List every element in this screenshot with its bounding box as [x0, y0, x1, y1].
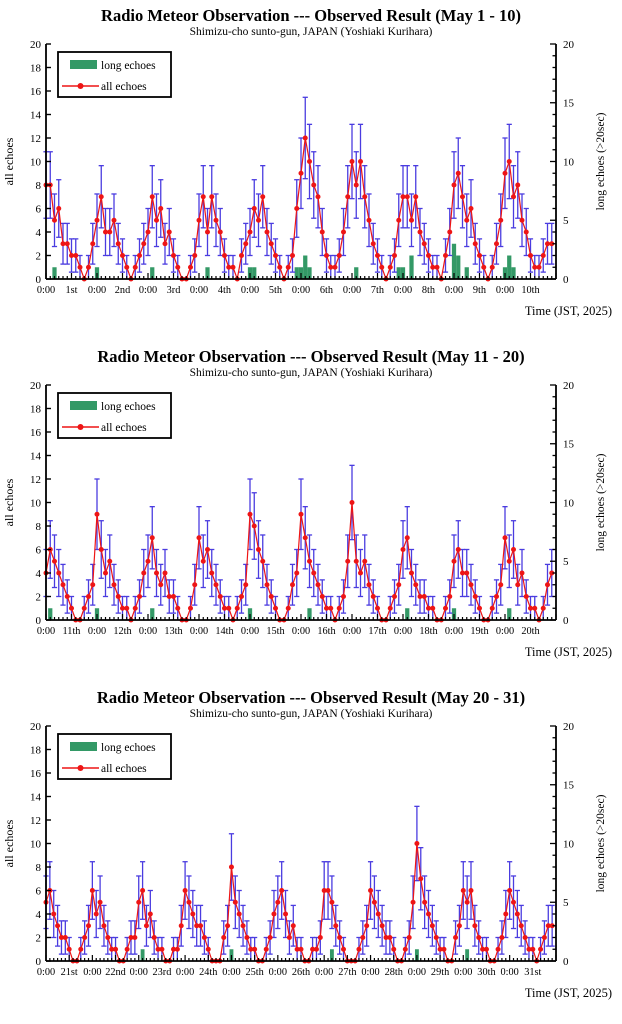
svg-text:2: 2 [35, 591, 41, 604]
legend-label-all-echoes: all echoes [101, 763, 147, 775]
svg-text:14: 14 [30, 791, 41, 804]
chart-canvas-may-11-20 [0, 381, 622, 645]
legend-marker-all-echoes [78, 83, 84, 89]
svg-text:28th: 28th [384, 967, 403, 978]
svg-text:0:00: 0:00 [393, 285, 413, 296]
svg-text:4: 4 [35, 226, 41, 239]
svg-text:0:00: 0:00 [342, 626, 362, 637]
svg-text:0:00: 0:00 [36, 967, 56, 978]
all-echoes-markers [44, 136, 555, 282]
x-tick-labels [37, 967, 542, 978]
svg-text:0: 0 [563, 273, 569, 286]
svg-text:0:00: 0:00 [495, 285, 515, 296]
svg-text:31st: 31st [524, 967, 542, 978]
svg-text:14: 14 [30, 109, 41, 122]
svg-text:11th: 11th [62, 626, 81, 637]
svg-text:0:00: 0:00 [175, 967, 195, 978]
svg-text:18: 18 [30, 62, 41, 75]
svg-text:4: 4 [35, 908, 41, 921]
svg-text:0: 0 [35, 273, 41, 286]
legend-label-long-echoes: long echoes [101, 401, 156, 413]
svg-text:0:00: 0:00 [454, 967, 473, 978]
svg-text:0:00: 0:00 [240, 285, 260, 296]
svg-text:29th: 29th [430, 967, 450, 978]
y-axis-left-ticks [30, 381, 51, 627]
svg-text:0: 0 [563, 614, 569, 627]
y-axis-left-title: all echoes [2, 137, 16, 186]
svg-text:2: 2 [35, 250, 41, 263]
all-echoes-markers [44, 841, 555, 964]
svg-text:18: 18 [30, 744, 41, 757]
legend-marker-all-echoes [78, 424, 84, 430]
svg-text:0:00: 0:00 [444, 285, 464, 296]
svg-text:0: 0 [35, 955, 41, 968]
y-axis-right-ticks [550, 40, 575, 286]
legend [58, 734, 171, 779]
x-tick-labels [37, 626, 541, 637]
svg-text:0:00: 0:00 [268, 967, 287, 978]
chart-section-may-1-10 [0, 0, 622, 341]
svg-text:12th: 12th [113, 626, 132, 637]
y-axis-left-title: all echoes [2, 478, 16, 527]
svg-text:16: 16 [30, 85, 41, 98]
svg-text:10: 10 [563, 497, 574, 510]
x-axis-title: Time (JST, 2025) [524, 304, 612, 318]
legend-swatch-long-echoes [70, 60, 97, 69]
svg-text:0:00: 0:00 [189, 626, 209, 637]
svg-text:0:00: 0:00 [495, 626, 515, 637]
svg-text:18th: 18th [419, 626, 438, 637]
svg-text:2nd: 2nd [114, 285, 131, 296]
svg-text:8: 8 [35, 179, 41, 192]
legend-swatch-long-echoes [70, 401, 97, 410]
svg-text:10: 10 [563, 838, 574, 851]
svg-text:16th: 16th [317, 626, 336, 637]
svg-text:5: 5 [563, 556, 569, 569]
svg-text:0:00: 0:00 [83, 967, 102, 978]
svg-text:10: 10 [30, 838, 41, 851]
svg-text:20: 20 [30, 722, 41, 733]
y-axis-left-ticks [30, 40, 51, 286]
svg-text:0:00: 0:00 [500, 967, 519, 978]
svg-text:0:00: 0:00 [138, 626, 158, 637]
svg-text:8: 8 [35, 520, 41, 533]
svg-text:0:00: 0:00 [189, 285, 209, 296]
chart-title: Radio Meteor Observation --- Observed Result (May 11 - 20) [97, 347, 525, 366]
chart-canvas-may-1-10 [0, 40, 622, 304]
axis-titles [2, 112, 607, 210]
svg-text:24th: 24th [199, 967, 218, 978]
chart-title: Radio Meteor Observation --- Observed Result (May 1 - 10) [101, 6, 521, 25]
svg-text:0:00: 0:00 [444, 626, 464, 637]
svg-text:19th: 19th [470, 626, 489, 637]
x-axis-title: Time (JST, 2025) [524, 645, 612, 659]
svg-text:0:00: 0:00 [315, 967, 334, 978]
svg-text:0:00: 0:00 [87, 285, 107, 296]
svg-text:0:00: 0:00 [36, 626, 56, 637]
svg-text:0:00: 0:00 [87, 626, 107, 637]
svg-text:12: 12 [30, 814, 41, 827]
svg-text:20th: 20th [521, 626, 540, 637]
svg-text:20: 20 [563, 381, 574, 392]
svg-text:26th: 26th [291, 967, 311, 978]
svg-text:10: 10 [30, 156, 41, 169]
legend [58, 393, 171, 438]
svg-text:2: 2 [35, 932, 41, 945]
legend-label-all-echoes: all echoes [101, 422, 147, 434]
legend-label-long-echoes: long echoes [101, 60, 156, 72]
y-axis-right-ticks [550, 722, 575, 968]
svg-text:8: 8 [35, 861, 41, 874]
svg-text:6: 6 [35, 544, 41, 557]
all-echoes-line [46, 844, 552, 962]
svg-text:25th: 25th [245, 967, 264, 978]
svg-text:17th: 17th [368, 626, 387, 637]
chart-section-may-20-31 [0, 682, 622, 1023]
svg-text:20: 20 [30, 40, 41, 51]
svg-text:1st: 1st [65, 285, 78, 296]
svg-text:0:00: 0:00 [407, 967, 427, 978]
svg-text:20: 20 [563, 40, 574, 51]
svg-text:4th: 4th [217, 285, 232, 296]
chart-subtitle: Shimizu-cho sunto-gun, JAPAN (Yoshiaki Kurihara) [189, 708, 433, 720]
svg-text:0:00: 0:00 [342, 285, 362, 296]
svg-text:15: 15 [563, 438, 574, 451]
svg-text:12: 12 [30, 473, 41, 486]
legend-swatch-long-echoes [70, 742, 97, 751]
chart-title: Radio Meteor Observation --- Observed Result (May 20 - 31) [96, 688, 526, 707]
svg-text:0:00: 0:00 [393, 626, 413, 637]
chart-subtitle: Shimizu-cho sunto-gun, JAPAN (Yoshiaki Kurihara) [189, 26, 433, 38]
svg-text:14th: 14th [215, 626, 234, 637]
legend-marker-all-echoes [78, 765, 84, 771]
x-tick-labels [37, 285, 541, 296]
svg-text:16: 16 [30, 767, 41, 780]
svg-text:0: 0 [35, 614, 41, 627]
legend-label-all-echoes: all echoes [101, 81, 147, 93]
y-axis-left-ticks [30, 722, 51, 968]
chart-subtitle: Shimizu-cho sunto-gun, JAPAN (Yoshiaki Kurihara) [189, 367, 433, 379]
x-axis-title: Time (JST, 2025) [524, 986, 612, 1000]
svg-text:20: 20 [563, 722, 574, 733]
svg-text:21st: 21st [60, 967, 78, 978]
svg-text:6th: 6th [319, 285, 334, 296]
svg-text:0:00: 0:00 [361, 967, 380, 978]
svg-text:5: 5 [563, 215, 569, 228]
svg-text:16: 16 [30, 426, 41, 439]
svg-text:0:00: 0:00 [138, 285, 158, 296]
svg-text:23rd: 23rd [152, 967, 172, 978]
svg-text:15: 15 [563, 97, 574, 110]
svg-text:10: 10 [30, 497, 41, 510]
svg-text:27th: 27th [338, 967, 357, 978]
y-axis-left-title: all echoes [2, 819, 16, 868]
svg-text:15th: 15th [266, 626, 285, 637]
svg-text:13th: 13th [164, 626, 183, 637]
svg-text:6: 6 [35, 203, 41, 216]
x-axis-ticks [46, 614, 556, 620]
svg-text:10th: 10th [521, 285, 540, 296]
x-axis-ticks [46, 273, 556, 279]
svg-text:20: 20 [30, 381, 41, 392]
svg-text:18: 18 [30, 403, 41, 416]
svg-text:9th: 9th [472, 285, 487, 296]
svg-text:0: 0 [563, 955, 569, 968]
svg-text:0:00: 0:00 [291, 626, 311, 637]
svg-text:15: 15 [563, 779, 574, 792]
y-axis-right-ticks [550, 381, 575, 627]
svg-text:0:00: 0:00 [240, 626, 260, 637]
y-axis-right-title: long echoes (>20sec) [595, 794, 607, 893]
svg-text:0:00: 0:00 [291, 285, 311, 296]
svg-text:30th: 30th [477, 967, 496, 978]
svg-text:14: 14 [30, 450, 41, 463]
svg-text:7th: 7th [370, 285, 385, 296]
svg-text:0:00: 0:00 [129, 967, 148, 978]
y-axis-right-title: long echoes (>20sec) [595, 453, 607, 552]
svg-text:10: 10 [563, 156, 574, 169]
y-axis-right-title: long echoes (>20sec) [595, 112, 607, 211]
chart-canvas-may-20-31 [0, 722, 622, 986]
svg-text:12: 12 [30, 132, 41, 145]
chart-section-may-11-20 [0, 341, 622, 682]
legend [58, 52, 171, 97]
svg-text:0:00: 0:00 [36, 285, 56, 296]
svg-text:0:00: 0:00 [222, 967, 241, 978]
svg-text:4: 4 [35, 567, 41, 580]
svg-text:5: 5 [563, 897, 569, 910]
svg-text:5th: 5th [268, 285, 283, 296]
svg-text:3rd: 3rd [166, 285, 181, 296]
svg-text:22nd: 22nd [105, 967, 126, 978]
svg-text:8th: 8th [421, 285, 436, 296]
legend-label-long-echoes: long echoes [101, 742, 156, 754]
svg-text:6: 6 [35, 885, 41, 898]
